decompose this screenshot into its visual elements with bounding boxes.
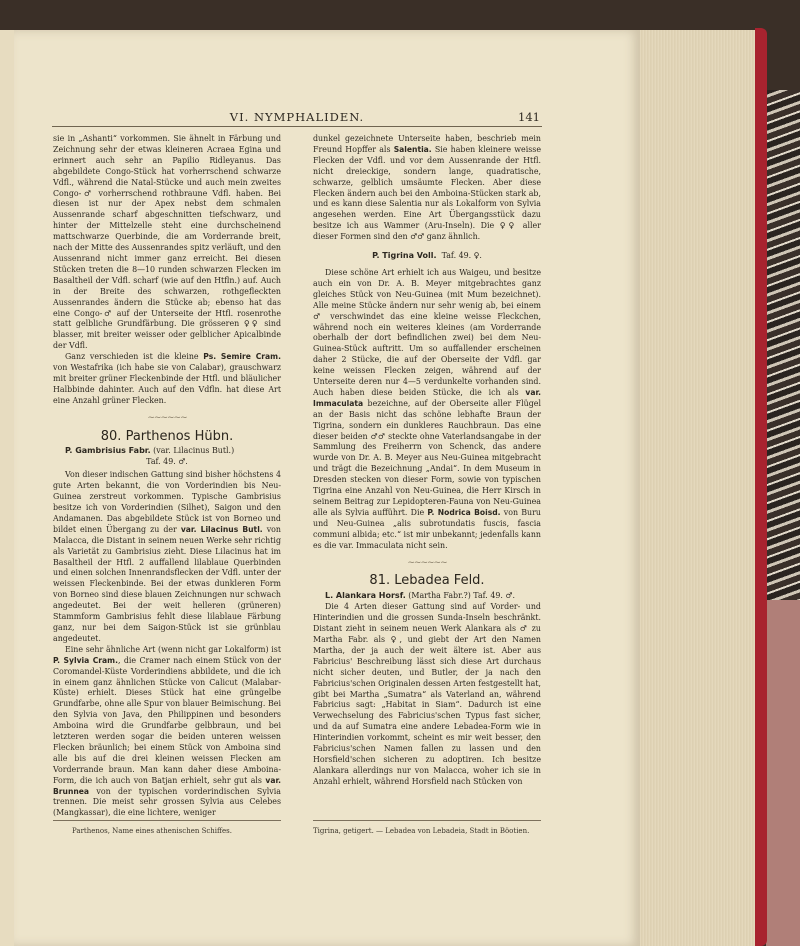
species-name: P. Tigrina Voll. <box>372 251 437 261</box>
running-header <box>52 108 542 127</box>
text: Ganz verschieden ist die kleine <box>65 352 204 362</box>
page-number: 141 <box>518 110 540 124</box>
species-name: P. Nodrica Boisd. <box>427 507 501 517</box>
text: von Buru und Neu-Guinea „alis subrotundatis fuscis, fascia communi albida; etc.“ ist mir unbekannt; jedenfalls kann es die var. Immaculata nicht sein. <box>313 507 541 550</box>
paragraph <box>53 645 281 820</box>
red-spine-edge <box>755 28 767 946</box>
text: von der typischen vorderindischen Sylvia trennen. Die meist sehr grossen Sylvia aus Celebes (Mangkassar), die eine lichtere, weniger <box>53 786 281 818</box>
left-column <box>53 134 281 819</box>
species-synonym: (Martha Fabr.?) Taf. 49. ♂. <box>405 591 515 601</box>
footnote-rule <box>313 820 541 821</box>
section-divider: ~~~~~~ <box>147 412 187 423</box>
paragraph: sie in „Ashanti“ vorkommen. Sie ähnelt in Färbung und Zeichnung sehr der etwas kleineren Acraea Egina und erinnert auch sehr an Papilio Ridleyanus. Das abgebildete Congo-Stück hat vorherrschend schwarze Vdfl., während die Natal-Stücke und auch mein zweites Congo-♂ vorherrschend rothbraune Vdfl. haben. Bei diesen ist nur der Apex nebst dem schmalen Aussenrande scharf abgeschnitten tiefschwarz, und hinter der Mittelzelle steht eine durchscheinend mattschwarze Querbinde, die am Vorderrande breit, nach der Mitte des Aussenrandes spitz verläuft, und den Aussenrand nicht immer ganz erreicht. Bei diesen Stücken treten die 8—10 runden schwarzen Flecken im Basaltheil der Vdfl. scharf (wie auf den Htfln.) auf. Auch in der Breite des schwarzen, rothgefleckten Aussenrandes ändern die Stücke ab; ebenso hat das eine Congo-♂ auf der Unterseite der Htfl. rosenrothe statt gelbliche Grundfärbung. Die grösseren ♀♀ sind blasser, mit breiter weisser oder gelblicher Apicalbinde der Vdfl. <box>53 134 281 351</box>
text: von Malacca, die Distant in seinem neuen Werke sehr richtig als Varietät zu Gambrisius zieht. Diese Lilacinus hat im Basaltheil der Htfl. 2 auffallend lilablaue Querbinden und einen solchen Innenrandsflecken der Vdfl. unter der weissen Fleckenbinde. Bei der etwas dunkleren Form von Borneo sind diese blauen Zeichnungen nur schwach angedeutet. Bei der weit helleren (grüneren) Stammform Gambrisius fehlt diese lilablaue Färbung ganz, nur bei dem Saigon-Stück ist sie grünblau angedeutet. <box>53 524 281 643</box>
species-name: L. Alankara Horsf. <box>325 591 406 601</box>
species-name: var. Brunnea <box>53 775 281 796</box>
footnote-rule <box>53 820 281 821</box>
species-name: P. Sylvia Cram. <box>53 655 118 665</box>
paragraph: Die 4 Arten dieser Gattung sind auf Vorder- und Hinterindien und die grossen Sunda-Inseln beschränkt. Distant zieht in seinem neuen Werk Alankara als ♂ zu Martha Fabr. als ♀, und giebt der Art den Namen Martha, der ja auch der weit ältere ist. Aber aus Fabricius' Beschreibung lässt sich diese Art durchaus nicht sicher deuten, und Butler, der ja nach den Fabricius'schen Originalen dessen Arten festgestellt hat, gibt bei Martha „Sumatra“ als Vaterland an, während Fabricius sagt: „Habitat in Siam“. Dadurch ist eine Verwechselung des Fabricius'schen Typus fast sicher, und da auf Sumatra eine andere Lebadea-Form wie in Hinterindien vorkommt, scheint es mir weit besser, den Fabricius'schen Namen fallen zu lassen und den Horsfield'schen sicheren zu adoptiren. Ich besitze Alankara allerdings nur von Malacca, woher ich sie in Anzahl erhielt, während Horsfield nach Stücken von <box>313 602 541 786</box>
text: von Westafrika (ich habe sie von Calabar), grauschwarz mit breiter grüner Fleckenbinde der Htfl. und bläulicher Halbbinde dahinter. Auch auf den Vdfln. hat diese Art eine Anzahl grüner Flecken. <box>53 363 281 405</box>
right-column <box>313 134 541 788</box>
marbled-cover <box>762 90 800 610</box>
species-heading <box>53 446 281 457</box>
paragraph <box>53 352 281 407</box>
footnote: Tigrina, getigert. — Lebadea von Lebadeia, Stadt in Böotien. <box>313 827 530 835</box>
species-variety: (var. Lilacinus Butl.) <box>150 446 235 456</box>
plate-reference: Taf. 49. ♀. <box>441 251 482 261</box>
paragraph <box>313 134 541 243</box>
section-divider: ~~~~~~ <box>407 557 447 568</box>
species-name: var. Lilacinus Butl. <box>180 524 263 534</box>
genus-heading: 81. Lebadea Feld. <box>369 573 485 589</box>
species-heading <box>313 251 541 262</box>
species-name: var. Immaculata <box>313 387 541 408</box>
text: dunkel gezeichnete Unterseite haben, beschrieb mein Freund Hopffer als <box>313 134 541 154</box>
paragraph <box>53 470 281 645</box>
footnote: Parthenos, Name eines athenischen Schiffes. <box>72 827 232 835</box>
header-title: VI. NYMPHALIDEN. <box>229 110 365 124</box>
species-name: P. Gambrisius Fabr. <box>65 446 151 456</box>
species-name: Salentia. <box>393 144 432 154</box>
paragraph <box>313 268 541 552</box>
text: bezeichne, auf der Oberseite aller Flügel an der Basis nicht das schöne lebhafte Braun der Tigrina, sondern ein dunkleres Rauchbraun. Das eine dieser beiden ♂♂ steckte ohne Vaterlandsangabe in der Sammlung des Freiherrn von Schenck, das andere wurde von Dr. A. B. Meyer aus Neu-Guinea mitgebracht und trägt die Bezeichnung „Andai“. In dem Museum in Dresden stecken von dieser Form, sowie von typischen Tigrina eine Anzahl von Neu-Guinea, die Herr Kirsch in seinem Beitrag zur Lepidopteren-Fauna von Neu-Guinea alle als Sylvia aufführt. Die <box>313 398 541 517</box>
text: Sie haben kleinere weisse Flecken der Vdfl. und vor dem Aussenrande der Htfl. nicht dreieckige, sondern lange, quadratische, schwarze, gelblich umsäumte Flecken. Aber diese Flecken ändern auch bei den Amboina-Stücken stark ab, und es kann diese Salentia nur als Lokalform von Sylvia angesehen werden. Eine Art Übergangsstück dazu besitze ich aus Wammer (Aru-Inseln). Die ♀♀ aller dieser Formen sind den ♂♂ ganz ähnlich. <box>313 144 541 242</box>
genus-heading: 80. Parthenos Hübn. <box>100 428 234 444</box>
plate-reference: Taf. 49. ♂. <box>146 457 188 467</box>
species-name: Ps. Semire Cram. <box>203 352 281 362</box>
page-stack-edge <box>640 30 760 946</box>
text: Diese schöne Art erhielt ich aus Waigeu, und besitze auch ein von Dr. A. B. Meyer mitgebrachtes ganz gleiches Stück von Neu-Guinea (mit Mum bezeichnet). Alle meine Stücke ändern nur sehr wenig ab, bei einem ♂ verschwindet das eine kleine weisse Fleckchen, während noch ein weiteres kleines (am Vorderrande oberhalb der dort befindlichen zwei) bei dem Neu-Guinea-Stück auftritt. Um so auffallender erscheinen daher 2 Stücke, die auf der Oberseite der Vdfl. gar keine weissen Flecken zeigen, während auf der Unterseite deren nur 4—5 verdunkelte vorhanden sind. Auch haben diese beiden Stücke, die ich als <box>313 267 541 397</box>
text: Eine sehr ähnliche Art (wenn nicht gar Lokalform) ist <box>65 644 281 654</box>
species-heading <box>313 591 541 602</box>
text: Von dieser indischen Gattung sind bisher höchstens 4 gute Arten bekannt, die von Vorderindien bis Neu-Guinea zerstreut vorkommen. Typische Gambrisius besitze ich von Vorderindien (Silhet), Saigon und den Andamanen. Das abgebildete Stück ist von Borneo und bildet einen Übergang zu der <box>53 470 281 534</box>
text: , die Cramer nach einem Stück von der Coromandel-Küste Vorderindiens abbildete, und die ich in einem ganz ähnlichen Stücke von Calicut (Malabar-Küste) erhielt. Dieses Stück hat eine grüngelbe Grundfarbe, ohne alle Spur von blauer Beimischung. Bei den Sylvia von Java, den Philippinen und besonders Amboina wird die Grundfarbe gelbbraun, und bei letzteren werden sogar die beiden unteren weissen Flecken bräunlich; bei einem Stück von Amboina sind alle bis auf die drei kleinen weissen Flecken am Vorderrande braun. Man kann daher diese Amboina-Form, die ich auch von Batjan erhielt, sehr gut als <box>53 655 281 785</box>
book-cover <box>766 600 800 946</box>
